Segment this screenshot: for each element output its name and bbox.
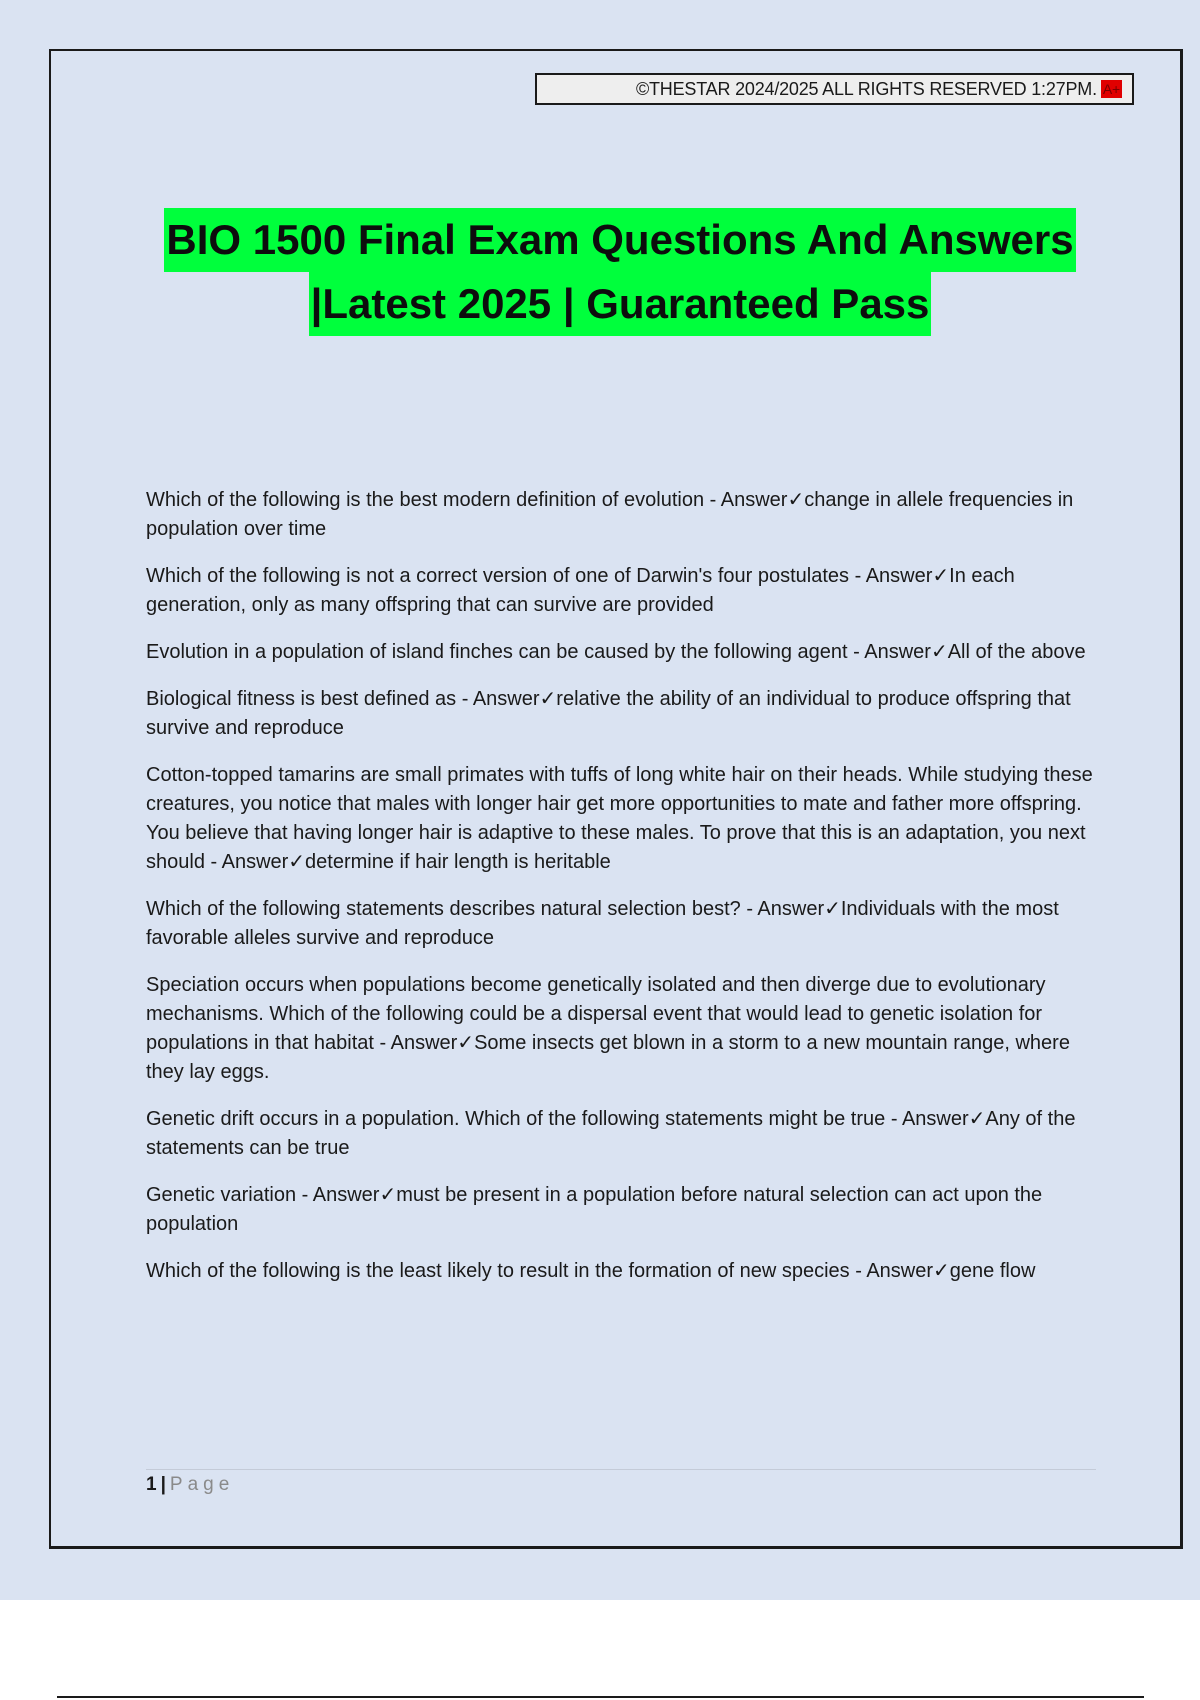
grade-badge: A+ [1102,81,1120,97]
page-footer [146,1472,234,1498]
qa-item: Cotton-topped tamarins are small primates with tuffs of long white hair on their heads. While studying these creatures, you notice that males with longer hair get more opportunities to mate and father more offspring. You believe that having longer hair is adaptive to these males. To prove that this is an adaptation, you next should - Answer✓determine if hair length is heritable [146,764,1093,873]
document-title [60,208,1180,336]
qa-item: Biological fitness is best defined as - Answer✓relative the ability of an individual to produce offspring that survive and reproduce [146,688,1071,739]
qa-item: Genetic variation - Answer✓must be present in a population before natural selection can act upon the population [146,1184,1043,1235]
qa-item: Speciation occurs when populations become genetically isolated and then diverge due to evolutionary mechanisms. Which of the following could be a dispersal event that would lead to genetic isolation for populations in that habitat - Answer✓Some insects get blown in a storm to a new mountain range, where they lay eggs. [146,974,1070,1083]
title-line-2: |Latest 2025 | Guaranteed Pass [309,272,932,336]
qa-item: Which of the following statements describes natural selection best? - Answer✓Individuals with the most favorable alleles survive and reproduce [146,898,1059,949]
footer-divider [146,1469,1096,1470]
bottom-divider [57,1696,1144,1698]
copyright-text: ©THESTAR 2024/2025 ALL RIGHTS RESERVED 1:27PM. [635,78,1097,99]
page-number: 1 [146,1474,157,1495]
qa-item: Genetic drift occurs in a population. Which of the following statements might be true - Answer✓Any of the statements can be true [146,1108,1076,1159]
title-line-1: BIO 1500 Final Exam Questions And Answers [164,208,1075,272]
qa-item: Which of the following is not a correct version of one of Darwin's four postulates - Answer✓In each generation, only as many offspring that can survive are provided [146,565,1015,616]
page-label: Page [169,1474,235,1495]
qa-item: Which of the following is the least likely to result in the formation of new species - Answer✓gene flow [146,1260,1036,1282]
qa-list [146,486,1101,1304]
qa-item: Evolution in a population of island finches can be caused by the following agent - Answer✓All of the above [146,641,1086,663]
qa-item: Which of the following is the best modern definition of evolution - Answer✓change in allele frequencies in population over time [146,489,1074,540]
page-separator: | [160,1474,166,1495]
copyright-header [535,73,1134,105]
